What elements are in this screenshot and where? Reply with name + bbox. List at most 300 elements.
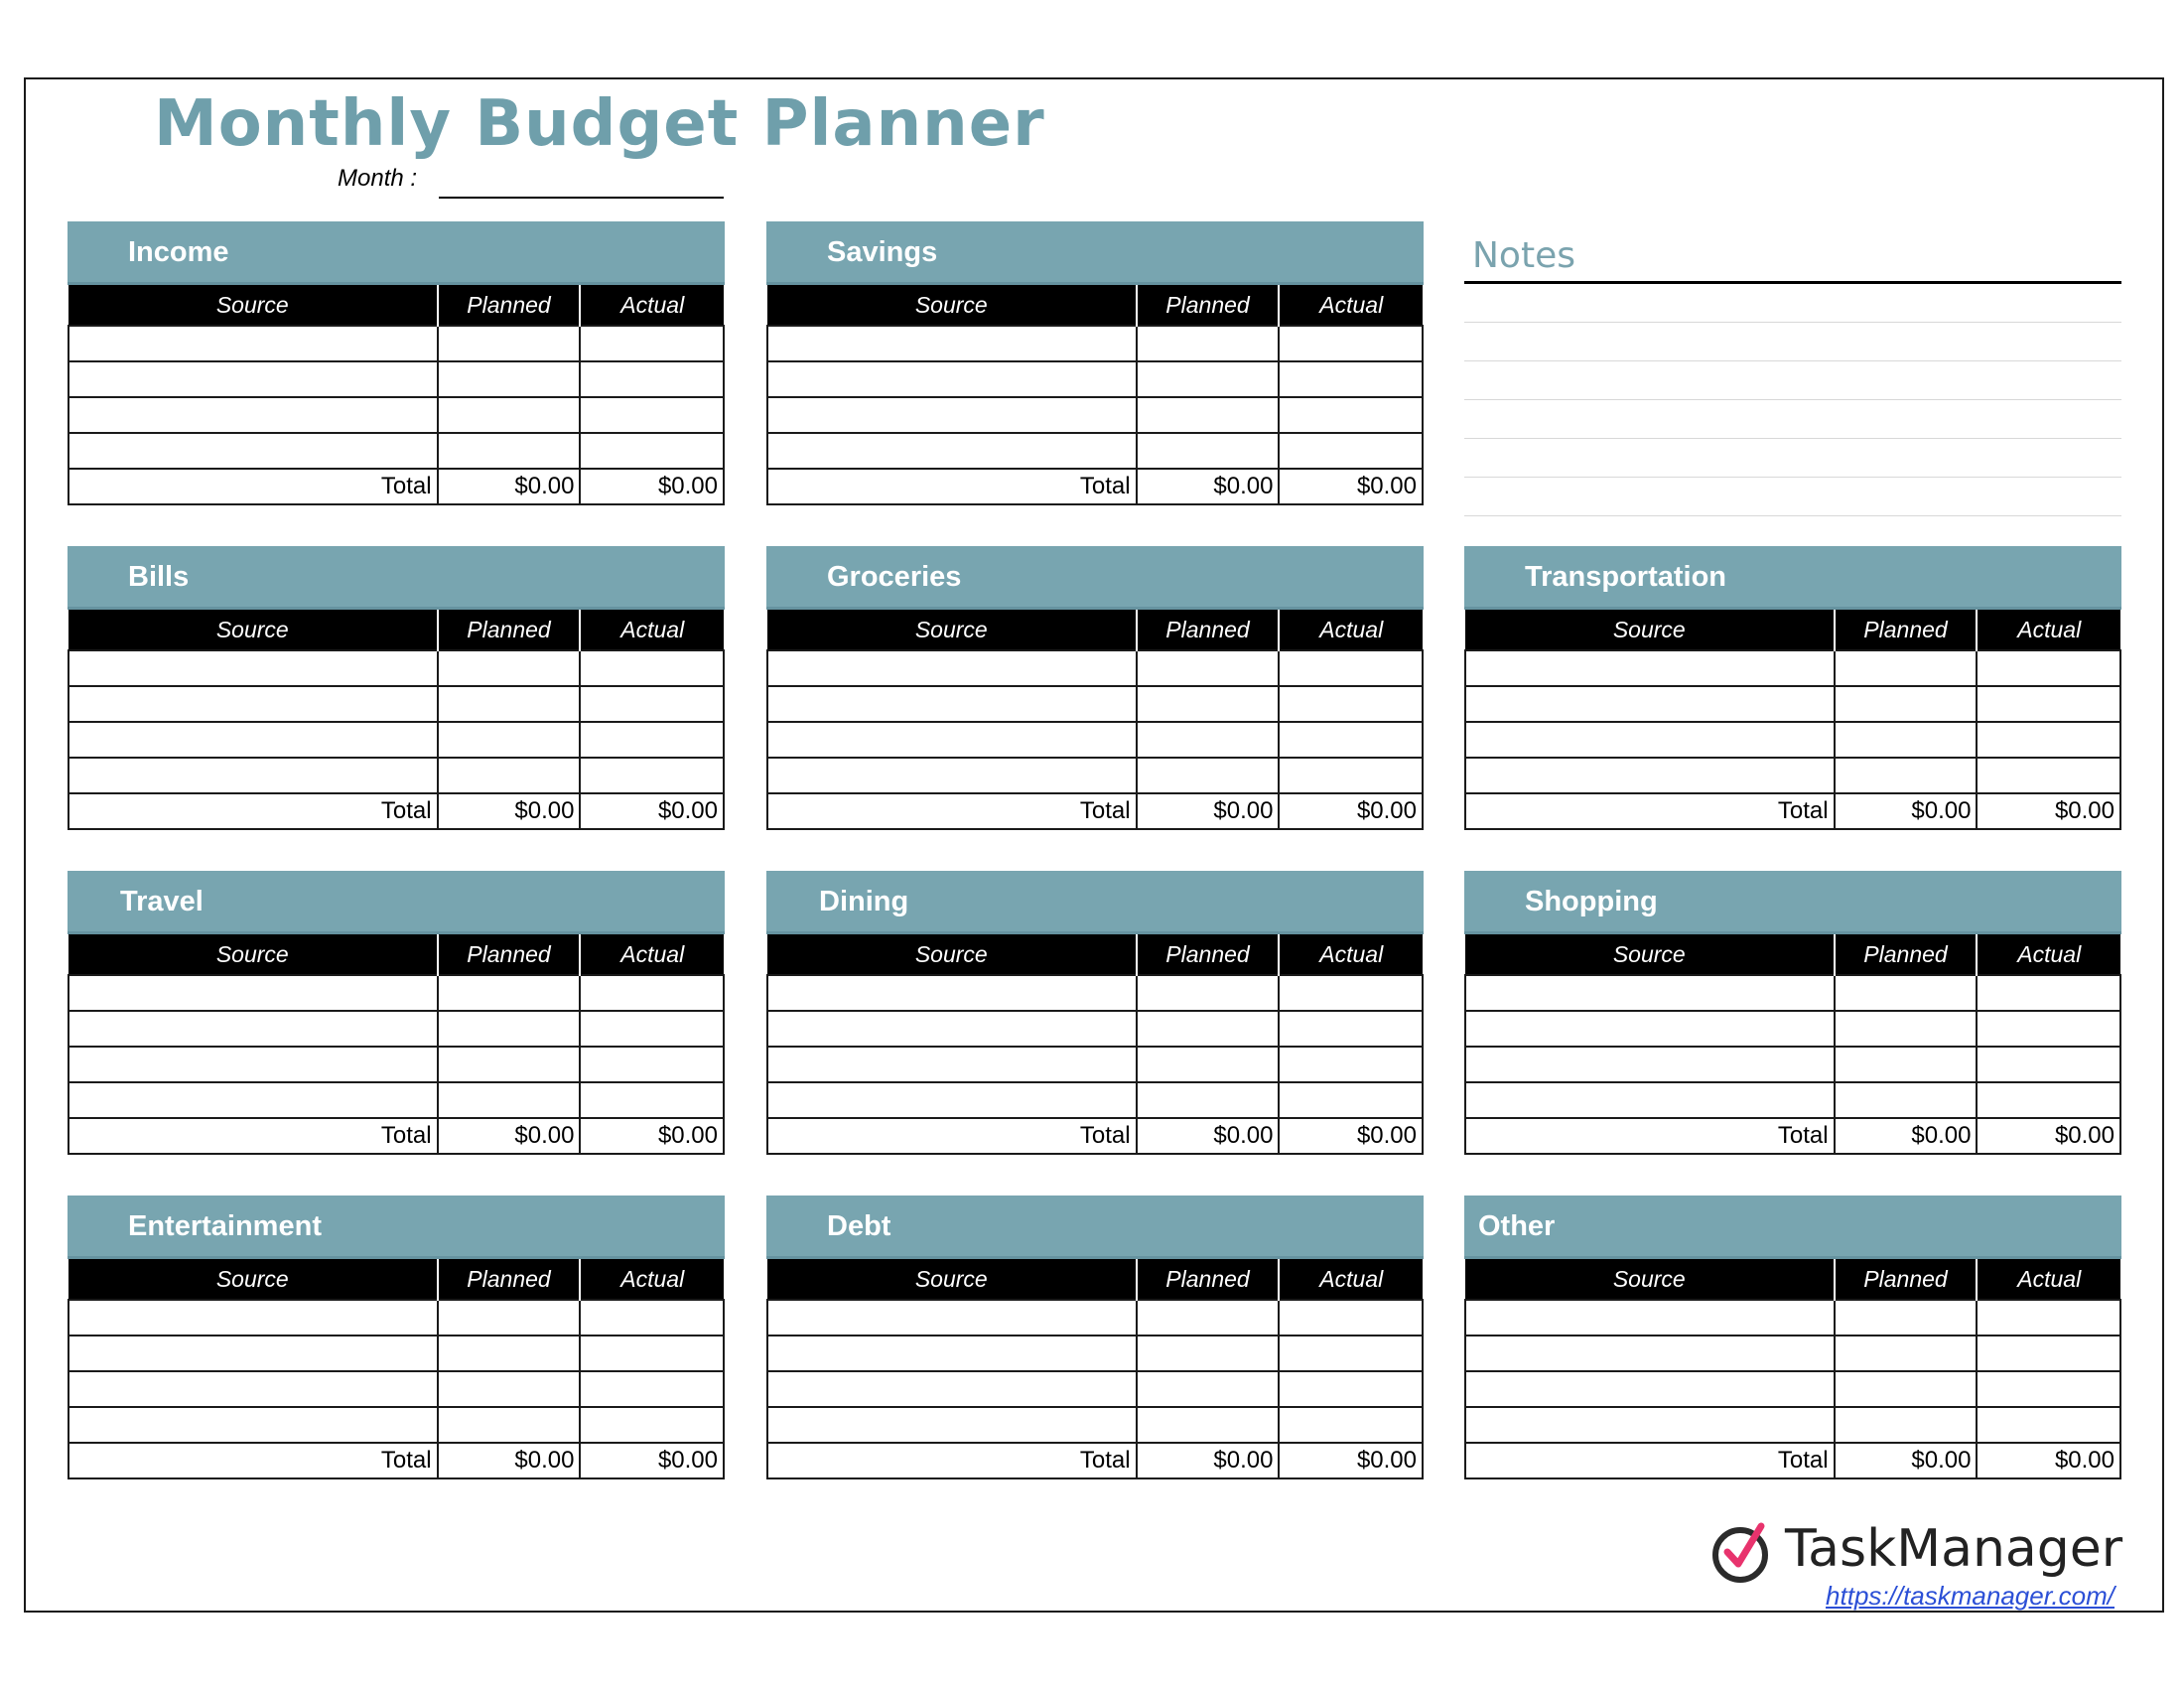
planned-cell[interactable] xyxy=(1137,1300,1280,1336)
note-line[interactable] xyxy=(1464,323,2121,361)
planned-cell[interactable] xyxy=(1137,975,1280,1011)
actual-cell[interactable] xyxy=(580,722,724,758)
actual-cell[interactable] xyxy=(1977,1300,2120,1336)
total-actual-value: $0.00 xyxy=(1279,469,1423,504)
source-cell[interactable] xyxy=(68,650,438,686)
total-planned-value: $0.00 xyxy=(438,793,581,829)
planned-cell[interactable] xyxy=(1835,1047,1978,1082)
source-cell[interactable] xyxy=(68,326,438,361)
month-label: Month : xyxy=(338,165,418,192)
actual-cell[interactable] xyxy=(1279,361,1423,397)
column-header-planned: Planned xyxy=(438,285,581,326)
total-actual-value: $0.00 xyxy=(580,1443,724,1478)
source-cell[interactable] xyxy=(767,1300,1137,1336)
actual-cell[interactable] xyxy=(580,1371,724,1407)
column-header-actual: Actual xyxy=(1279,1259,1423,1300)
actual-cell[interactable] xyxy=(580,1047,724,1082)
actual-cell[interactable] xyxy=(1977,758,2120,793)
planned-cell[interactable] xyxy=(438,686,581,722)
column-header-actual: Actual xyxy=(580,934,724,975)
column-header-planned: Planned xyxy=(438,934,581,975)
table-row xyxy=(68,1047,724,1082)
table-row xyxy=(68,1300,724,1336)
planned-cell[interactable] xyxy=(1137,686,1280,722)
actual-cell[interactable] xyxy=(1977,722,2120,758)
actual-cell[interactable] xyxy=(1279,1011,1423,1047)
table-row xyxy=(1465,1407,2120,1443)
table-row xyxy=(767,686,1423,722)
table-row xyxy=(767,1011,1423,1047)
source-cell[interactable] xyxy=(1465,1011,1835,1047)
total-label: Total xyxy=(767,1443,1137,1478)
table-row xyxy=(68,1371,724,1407)
table-row xyxy=(68,1407,724,1443)
source-cell[interactable] xyxy=(767,686,1137,722)
source-cell[interactable] xyxy=(68,1336,438,1371)
column-header-planned: Planned xyxy=(1137,934,1280,975)
column-header-planned: Planned xyxy=(1137,610,1280,650)
budget-table xyxy=(1464,610,2121,830)
actual-cell[interactable] xyxy=(580,361,724,397)
total-row xyxy=(767,1118,1423,1154)
planned-cell[interactable] xyxy=(1137,326,1280,361)
budget-table xyxy=(766,1259,1424,1479)
travel-section xyxy=(68,871,725,1172)
budget-table xyxy=(68,934,725,1155)
table-row xyxy=(767,1047,1423,1082)
table-row xyxy=(68,397,724,433)
column-header-actual: Actual xyxy=(1279,285,1423,326)
total-row xyxy=(1465,1443,2120,1478)
transportation-section xyxy=(1464,546,2121,847)
source-cell[interactable] xyxy=(68,975,438,1011)
source-cell[interactable] xyxy=(1465,1336,1835,1371)
column-header-planned: Planned xyxy=(438,610,581,650)
income-section xyxy=(68,221,725,522)
source-cell[interactable] xyxy=(1465,1047,1835,1082)
actual-cell[interactable] xyxy=(1279,1371,1423,1407)
table-row xyxy=(1465,975,2120,1011)
budget-table xyxy=(766,934,1424,1155)
source-cell[interactable] xyxy=(767,1047,1137,1082)
column-header-source: Source xyxy=(767,934,1137,975)
total-planned-value: $0.00 xyxy=(1137,469,1280,504)
source-cell[interactable] xyxy=(767,433,1137,469)
table-row xyxy=(1465,758,2120,793)
actual-cell[interactable] xyxy=(1279,722,1423,758)
groceries-section xyxy=(766,546,1424,847)
planned-cell[interactable] xyxy=(438,1371,581,1407)
source-cell[interactable] xyxy=(767,975,1137,1011)
source-cell[interactable] xyxy=(68,361,438,397)
total-row xyxy=(1465,793,2120,829)
source-cell[interactable] xyxy=(767,1336,1137,1371)
bills-section xyxy=(68,546,725,847)
section-title: Travel xyxy=(68,871,725,934)
total-planned-value: $0.00 xyxy=(1137,793,1280,829)
total-label: Total xyxy=(1465,793,1835,829)
planned-cell[interactable] xyxy=(438,397,581,433)
section-title: Debt xyxy=(766,1196,1424,1259)
actual-cell[interactable] xyxy=(1279,1407,1423,1443)
source-cell[interactable] xyxy=(1465,650,1835,686)
notes-section xyxy=(1464,226,2121,524)
column-header-actual: Actual xyxy=(1977,1259,2120,1300)
section-title: Bills xyxy=(68,546,725,610)
table-row xyxy=(68,722,724,758)
planned-cell[interactable] xyxy=(1835,758,1978,793)
table-row xyxy=(68,1011,724,1047)
source-cell[interactable] xyxy=(68,1047,438,1082)
budget-table xyxy=(68,610,725,830)
table-row xyxy=(1465,1371,2120,1407)
actual-cell[interactable] xyxy=(580,326,724,361)
table-row xyxy=(68,650,724,686)
source-cell[interactable] xyxy=(1465,758,1835,793)
other-section xyxy=(1464,1196,2121,1496)
source-cell[interactable] xyxy=(68,1371,438,1407)
note-line[interactable] xyxy=(1464,400,2121,439)
column-header-source: Source xyxy=(1465,1259,1835,1300)
source-cell[interactable] xyxy=(767,1011,1137,1047)
source-cell[interactable] xyxy=(68,686,438,722)
table-row xyxy=(68,975,724,1011)
budget-table xyxy=(766,285,1424,505)
budget-table xyxy=(766,610,1424,830)
planned-cell[interactable] xyxy=(1835,1336,1978,1371)
planned-cell[interactable] xyxy=(1137,397,1280,433)
planned-cell[interactable] xyxy=(1137,1336,1280,1371)
source-cell[interactable] xyxy=(1465,1300,1835,1336)
source-cell[interactable] xyxy=(68,1300,438,1336)
source-cell[interactable] xyxy=(68,397,438,433)
planned-cell[interactable] xyxy=(438,1047,581,1082)
table-row xyxy=(767,1300,1423,1336)
table-row xyxy=(767,758,1423,793)
table-row xyxy=(767,1407,1423,1443)
actual-cell[interactable] xyxy=(580,1082,724,1118)
actual-cell[interactable] xyxy=(1977,1371,2120,1407)
total-label: Total xyxy=(68,1443,438,1478)
source-cell[interactable] xyxy=(767,650,1137,686)
planned-cell[interactable] xyxy=(438,1011,581,1047)
actual-cell[interactable] xyxy=(580,1407,724,1443)
total-label: Total xyxy=(68,469,438,504)
total-planned-value: $0.00 xyxy=(438,1118,581,1154)
source-cell[interactable] xyxy=(767,361,1137,397)
planned-cell[interactable] xyxy=(1137,361,1280,397)
shopping-section xyxy=(1464,871,2121,1172)
column-header-planned: Planned xyxy=(1835,610,1978,650)
note-line[interactable] xyxy=(1464,478,2121,516)
actual-cell[interactable] xyxy=(1279,1336,1423,1371)
source-cell[interactable] xyxy=(1465,1407,1835,1443)
table-row xyxy=(767,650,1423,686)
table-row xyxy=(767,1336,1423,1371)
actual-cell[interactable] xyxy=(1977,1336,2120,1371)
actual-cell[interactable] xyxy=(580,975,724,1011)
note-line[interactable] xyxy=(1464,284,2121,323)
table-row xyxy=(68,758,724,793)
table-row xyxy=(767,397,1423,433)
column-header-source: Source xyxy=(767,285,1137,326)
actual-cell[interactable] xyxy=(580,1011,724,1047)
budget-table xyxy=(1464,934,2121,1155)
total-actual-value: $0.00 xyxy=(580,469,724,504)
column-header-actual: Actual xyxy=(1279,934,1423,975)
source-cell[interactable] xyxy=(767,1407,1137,1443)
table-row xyxy=(1465,650,2120,686)
source-cell[interactable] xyxy=(767,397,1137,433)
total-row xyxy=(68,469,724,504)
brand-logo xyxy=(1711,1517,2123,1611)
actual-cell[interactable] xyxy=(580,650,724,686)
total-planned-value: $0.00 xyxy=(1835,1443,1978,1478)
actual-cell[interactable] xyxy=(1279,1082,1423,1118)
section-title: Transportation xyxy=(1464,546,2121,610)
actual-cell[interactable] xyxy=(1279,686,1423,722)
checkmark-circle-icon xyxy=(1711,1521,1773,1585)
planned-cell[interactable] xyxy=(1835,650,1978,686)
total-label: Total xyxy=(767,793,1137,829)
source-cell[interactable] xyxy=(1465,1371,1835,1407)
planned-cell[interactable] xyxy=(438,1300,581,1336)
total-label: Total xyxy=(68,1118,438,1154)
total-planned-value: $0.00 xyxy=(1835,1118,1978,1154)
table-row xyxy=(1465,722,2120,758)
entertainment-section xyxy=(68,1196,725,1496)
table-row xyxy=(1465,1300,2120,1336)
table-row xyxy=(1465,686,2120,722)
actual-cell[interactable] xyxy=(1279,397,1423,433)
month-field[interactable] xyxy=(439,197,724,199)
planned-cell[interactable] xyxy=(438,1336,581,1371)
planned-cell[interactable] xyxy=(438,433,581,469)
total-actual-value: $0.00 xyxy=(580,1118,724,1154)
total-actual-value: $0.00 xyxy=(1977,1118,2120,1154)
planned-cell[interactable] xyxy=(1835,686,1978,722)
column-header-source: Source xyxy=(767,610,1137,650)
total-label: Total xyxy=(68,793,438,829)
source-cell[interactable] xyxy=(68,722,438,758)
actual-cell[interactable] xyxy=(580,686,724,722)
planned-cell[interactable] xyxy=(1137,1047,1280,1082)
actual-cell[interactable] xyxy=(580,433,724,469)
note-line[interactable] xyxy=(1464,361,2121,400)
table-row xyxy=(767,1082,1423,1118)
planned-cell[interactable] xyxy=(1137,758,1280,793)
planned-cell[interactable] xyxy=(438,1407,581,1443)
total-row xyxy=(767,793,1423,829)
savings-section xyxy=(766,221,1424,522)
actual-cell[interactable] xyxy=(1977,1407,2120,1443)
planned-cell[interactable] xyxy=(1835,1371,1978,1407)
planned-cell[interactable] xyxy=(1835,1082,1978,1118)
total-planned-value: $0.00 xyxy=(438,1443,581,1478)
planned-cell[interactable] xyxy=(438,758,581,793)
actual-cell[interactable] xyxy=(1279,1300,1423,1336)
column-header-planned: Planned xyxy=(1137,1259,1280,1300)
source-cell[interactable] xyxy=(767,1082,1137,1118)
column-header-planned: Planned xyxy=(438,1259,581,1300)
actual-cell[interactable] xyxy=(1279,433,1423,469)
column-header-actual: Actual xyxy=(1279,610,1423,650)
table-row xyxy=(1465,1011,2120,1047)
source-cell[interactable] xyxy=(1465,686,1835,722)
source-cell[interactable] xyxy=(1465,722,1835,758)
column-header-source: Source xyxy=(767,1259,1137,1300)
section-title: Savings xyxy=(766,221,1424,285)
total-actual-value: $0.00 xyxy=(1977,1443,2120,1478)
actual-cell[interactable] xyxy=(1977,650,2120,686)
total-planned-value: $0.00 xyxy=(1137,1118,1280,1154)
planned-cell[interactable] xyxy=(1137,650,1280,686)
planned-cell[interactable] xyxy=(438,650,581,686)
section-title: Dining xyxy=(766,871,1424,934)
section-title: Entertainment xyxy=(68,1196,725,1259)
table-row xyxy=(767,722,1423,758)
total-label: Total xyxy=(1465,1443,1835,1478)
total-row xyxy=(68,793,724,829)
table-row xyxy=(767,361,1423,397)
planned-cell[interactable] xyxy=(1137,1407,1280,1443)
column-header-planned: Planned xyxy=(1835,1259,1978,1300)
table-row xyxy=(1465,1336,2120,1371)
column-header-source: Source xyxy=(68,934,438,975)
column-header-planned: Planned xyxy=(1835,934,1978,975)
source-cell[interactable] xyxy=(1465,1082,1835,1118)
planned-cell[interactable] xyxy=(1835,722,1978,758)
total-planned-value: $0.00 xyxy=(1835,793,1978,829)
source-cell[interactable] xyxy=(1465,975,1835,1011)
total-planned-value: $0.00 xyxy=(438,469,581,504)
section-title: Shopping xyxy=(1464,871,2121,934)
budget-table xyxy=(68,1259,725,1479)
total-label: Total xyxy=(767,469,1137,504)
actual-cell[interactable] xyxy=(1279,1047,1423,1082)
column-header-actual: Actual xyxy=(580,610,724,650)
planned-cell[interactable] xyxy=(1835,975,1978,1011)
table-row xyxy=(68,1082,724,1118)
actual-cell[interactable] xyxy=(1279,326,1423,361)
section-title: Other xyxy=(1464,1196,2121,1259)
planned-cell[interactable] xyxy=(438,326,581,361)
actual-cell[interactable] xyxy=(580,1300,724,1336)
source-cell[interactable] xyxy=(68,433,438,469)
planned-cell[interactable] xyxy=(438,975,581,1011)
planned-cell[interactable] xyxy=(438,1082,581,1118)
column-header-actual: Actual xyxy=(1977,610,2120,650)
debt-section xyxy=(766,1196,1424,1496)
table-row xyxy=(68,686,724,722)
table-row xyxy=(1465,1047,2120,1082)
total-row xyxy=(1465,1118,2120,1154)
notes-title: Notes xyxy=(1464,226,2121,284)
actual-cell[interactable] xyxy=(1977,975,2120,1011)
table-row xyxy=(1465,1082,2120,1118)
total-actual-value: $0.00 xyxy=(1279,1443,1423,1478)
actual-cell[interactable] xyxy=(580,758,724,793)
planned-cell[interactable] xyxy=(1835,1407,1978,1443)
table-row xyxy=(68,326,724,361)
planned-cell[interactable] xyxy=(1835,1011,1978,1047)
dining-section xyxy=(766,871,1424,1172)
note-line[interactable] xyxy=(1464,439,2121,478)
source-cell[interactable] xyxy=(68,1082,438,1118)
source-cell[interactable] xyxy=(767,1371,1137,1407)
column-header-actual: Actual xyxy=(1977,934,2120,975)
planned-cell[interactable] xyxy=(1137,1011,1280,1047)
planned-cell[interactable] xyxy=(1835,1300,1978,1336)
section-title: Groceries xyxy=(766,546,1424,610)
column-header-source: Source xyxy=(68,610,438,650)
actual-cell[interactable] xyxy=(580,397,724,433)
total-actual-value: $0.00 xyxy=(580,793,724,829)
actual-cell[interactable] xyxy=(1279,650,1423,686)
source-cell[interactable] xyxy=(767,326,1137,361)
column-header-source: Source xyxy=(68,285,438,326)
brand-url-link[interactable]: https://taskmanager.com/ xyxy=(1826,1581,2115,1611)
column-header-source: Source xyxy=(68,1259,438,1300)
total-label: Total xyxy=(1465,1118,1835,1154)
column-header-source: Source xyxy=(1465,934,1835,975)
table-row xyxy=(68,1336,724,1371)
actual-cell[interactable] xyxy=(1977,1082,2120,1118)
column-header-actual: Actual xyxy=(580,285,724,326)
total-row xyxy=(767,1443,1423,1478)
actual-cell[interactable] xyxy=(580,1336,724,1371)
total-actual-value: $0.00 xyxy=(1279,1118,1423,1154)
total-label: Total xyxy=(767,1118,1137,1154)
total-actual-value: $0.00 xyxy=(1977,793,2120,829)
source-cell[interactable] xyxy=(767,758,1137,793)
planned-cell[interactable] xyxy=(1137,433,1280,469)
column-header-planned: Planned xyxy=(1137,285,1280,326)
source-cell[interactable] xyxy=(68,1011,438,1047)
source-cell[interactable] xyxy=(68,758,438,793)
actual-cell[interactable] xyxy=(1279,975,1423,1011)
table-row xyxy=(68,433,724,469)
total-row xyxy=(68,1443,724,1478)
table-row xyxy=(68,361,724,397)
actual-cell[interactable] xyxy=(1977,686,2120,722)
budget-table xyxy=(1464,1259,2121,1479)
total-actual-value: $0.00 xyxy=(1279,793,1423,829)
planned-cell[interactable] xyxy=(1137,1082,1280,1118)
source-cell[interactable] xyxy=(68,1407,438,1443)
actual-cell[interactable] xyxy=(1977,1047,2120,1082)
brand-name: TaskManager xyxy=(1785,1519,2123,1579)
table-row xyxy=(767,975,1423,1011)
column-header-source: Source xyxy=(1465,610,1835,650)
source-cell[interactable] xyxy=(767,722,1137,758)
planned-cell[interactable] xyxy=(1137,722,1280,758)
actual-cell[interactable] xyxy=(1279,758,1423,793)
table-row xyxy=(767,433,1423,469)
actual-cell[interactable] xyxy=(1977,1011,2120,1047)
total-row xyxy=(767,469,1423,504)
section-title: Income xyxy=(68,221,725,285)
page-title: Monthly Budget Planner xyxy=(154,87,1045,161)
column-header-actual: Actual xyxy=(580,1259,724,1300)
planned-cell[interactable] xyxy=(1137,1371,1280,1407)
planned-cell[interactable] xyxy=(438,722,581,758)
budget-table xyxy=(68,285,725,505)
table-row xyxy=(767,326,1423,361)
total-row xyxy=(68,1118,724,1154)
planned-cell[interactable] xyxy=(438,361,581,397)
table-row xyxy=(767,1371,1423,1407)
